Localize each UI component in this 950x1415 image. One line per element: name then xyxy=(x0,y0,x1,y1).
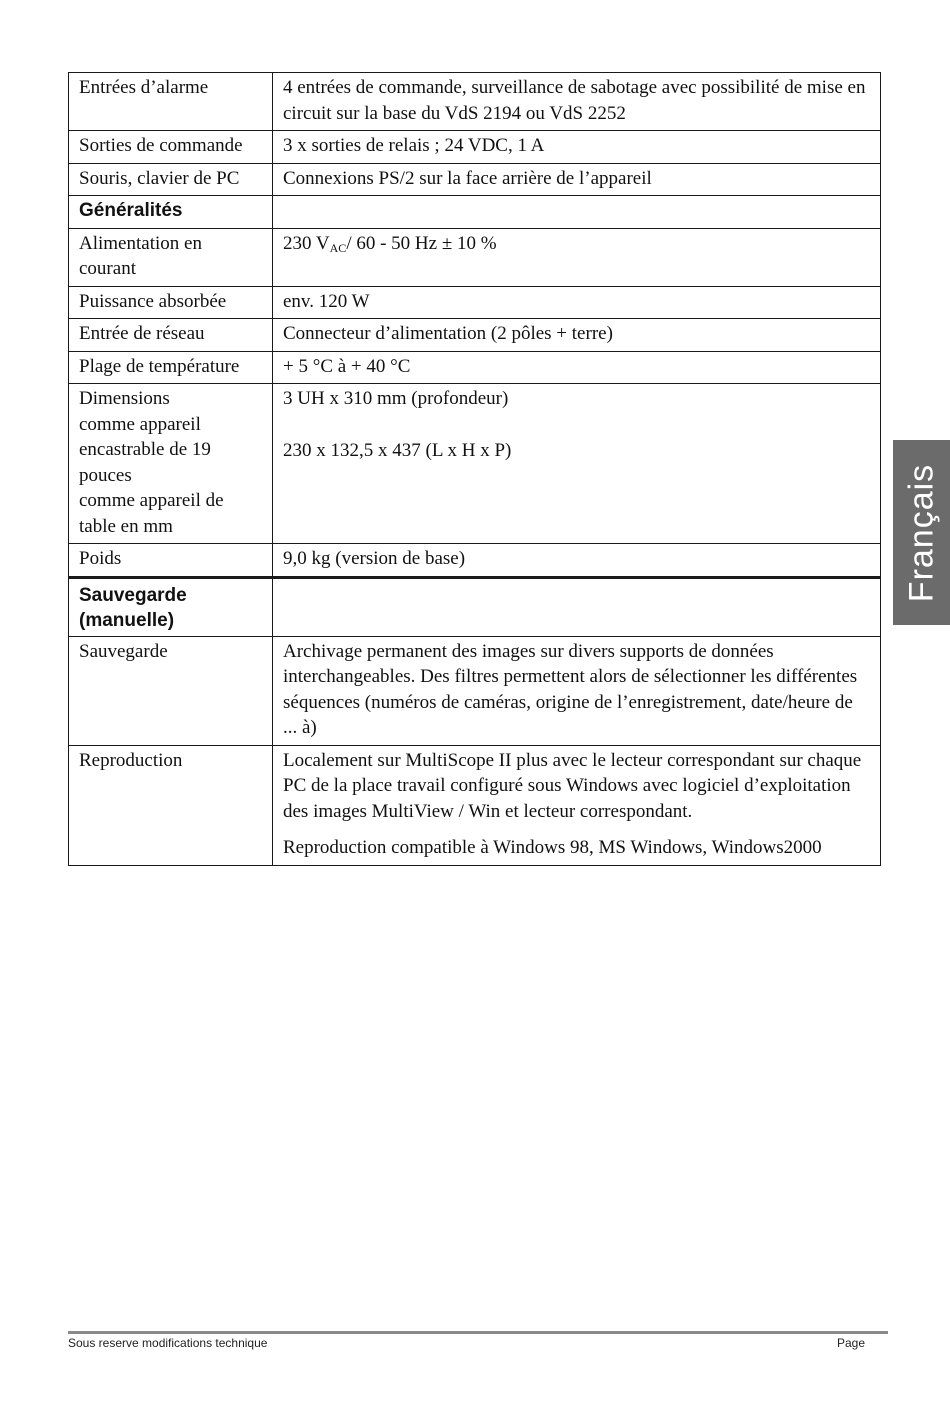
row-value xyxy=(273,745,881,865)
spec-table xyxy=(68,72,881,866)
dimensions-label-table: comme appareil de table en mm xyxy=(79,490,224,537)
row-label: Plage de température xyxy=(69,351,273,384)
section-empty-cell xyxy=(273,577,881,636)
power-frequency: / 60 - 50 Hz ± 10 % xyxy=(346,232,497,254)
language-side-tab xyxy=(893,440,950,625)
table-row xyxy=(69,228,881,286)
power-voltage: 230 V xyxy=(283,232,330,254)
table-row xyxy=(69,286,881,319)
dimensions-rack-value: 3 UH x 310 mm (profondeur) xyxy=(283,388,509,409)
row-value xyxy=(273,384,881,544)
row-label: Alimentation en courant xyxy=(69,228,273,286)
row-value: env. 120 W xyxy=(273,286,881,319)
row-label xyxy=(69,384,273,544)
row-label: Sorties de commande xyxy=(69,131,273,164)
power-voltage-subscript: AC xyxy=(329,240,347,255)
row-value: Archivage permanent des images sur divers supports de données interchangeables. Des filtres permettent alors de sélectionner les différentes séquences (numéros de caméras, origine de l’enregistrement, date/heure de ... à) xyxy=(273,636,881,745)
table-row xyxy=(69,351,881,384)
table-row xyxy=(69,131,881,164)
row-value: Connexions PS/2 sur la face arrière de l’appareil xyxy=(273,163,881,196)
row-label: Entrées d’alarme xyxy=(69,73,273,131)
table-row xyxy=(69,163,881,196)
row-value xyxy=(273,228,881,286)
playback-compatibility: Reproduction compatible à Windows 98, MS Windows, Windows2000 xyxy=(283,837,822,858)
row-label: Reproduction xyxy=(69,745,273,865)
row-value: Connecteur d’alimentation (2 pôles + terre) xyxy=(273,319,881,352)
table-row xyxy=(69,544,881,578)
language-tab-label: Français xyxy=(902,463,940,602)
row-value: + 5 °C à + 40 °C xyxy=(273,351,881,384)
section-header-general xyxy=(69,196,881,229)
table-row xyxy=(69,636,881,745)
row-value: 3 x sorties de relais ; 24 VDC, 1 A xyxy=(273,131,881,164)
footer-page-label: Page xyxy=(837,1336,866,1350)
footer-disclaimer: Sous reserve modifications technique xyxy=(68,1336,268,1350)
table-row xyxy=(69,73,881,131)
table-row xyxy=(69,745,881,865)
table-row xyxy=(69,319,881,352)
section-title: Généralités xyxy=(69,196,273,229)
dimensions-table-value: 230 x 132,5 x 437 (L x H x P) xyxy=(283,439,512,461)
dimensions-label: Dimensions xyxy=(79,388,170,409)
row-label: Poids xyxy=(69,544,273,578)
row-label: Souris, clavier de PC xyxy=(69,163,273,196)
section-title: Sauvegarde (manuelle) xyxy=(69,577,273,636)
section-empty-cell xyxy=(273,196,881,229)
row-label: Entrée de réseau xyxy=(69,319,273,352)
row-label: Sauvegarde xyxy=(69,636,273,745)
section-header-backup xyxy=(69,577,881,636)
row-label: Puissance absorbée xyxy=(69,286,273,319)
table-row xyxy=(69,384,881,544)
footer-divider xyxy=(68,1331,888,1334)
row-value: 4 entrées de commande, surveillance de sabotage avec possibilité de mise en circuit sur la base du VdS 2194 ou VdS 2252 xyxy=(273,73,881,131)
dimensions-label-rack: comme appareil encastrable de 19 pouces xyxy=(79,413,211,486)
row-value: 9,0 kg (version de base) xyxy=(273,544,881,578)
playback-description: Localement sur MultiScope II plus avec le lecteur correspondant sur chaque PC de la place travail configuré sous Windows avec logiciel d’exploitation des images MultiView / Win et lecteur correspondant. xyxy=(283,749,862,822)
